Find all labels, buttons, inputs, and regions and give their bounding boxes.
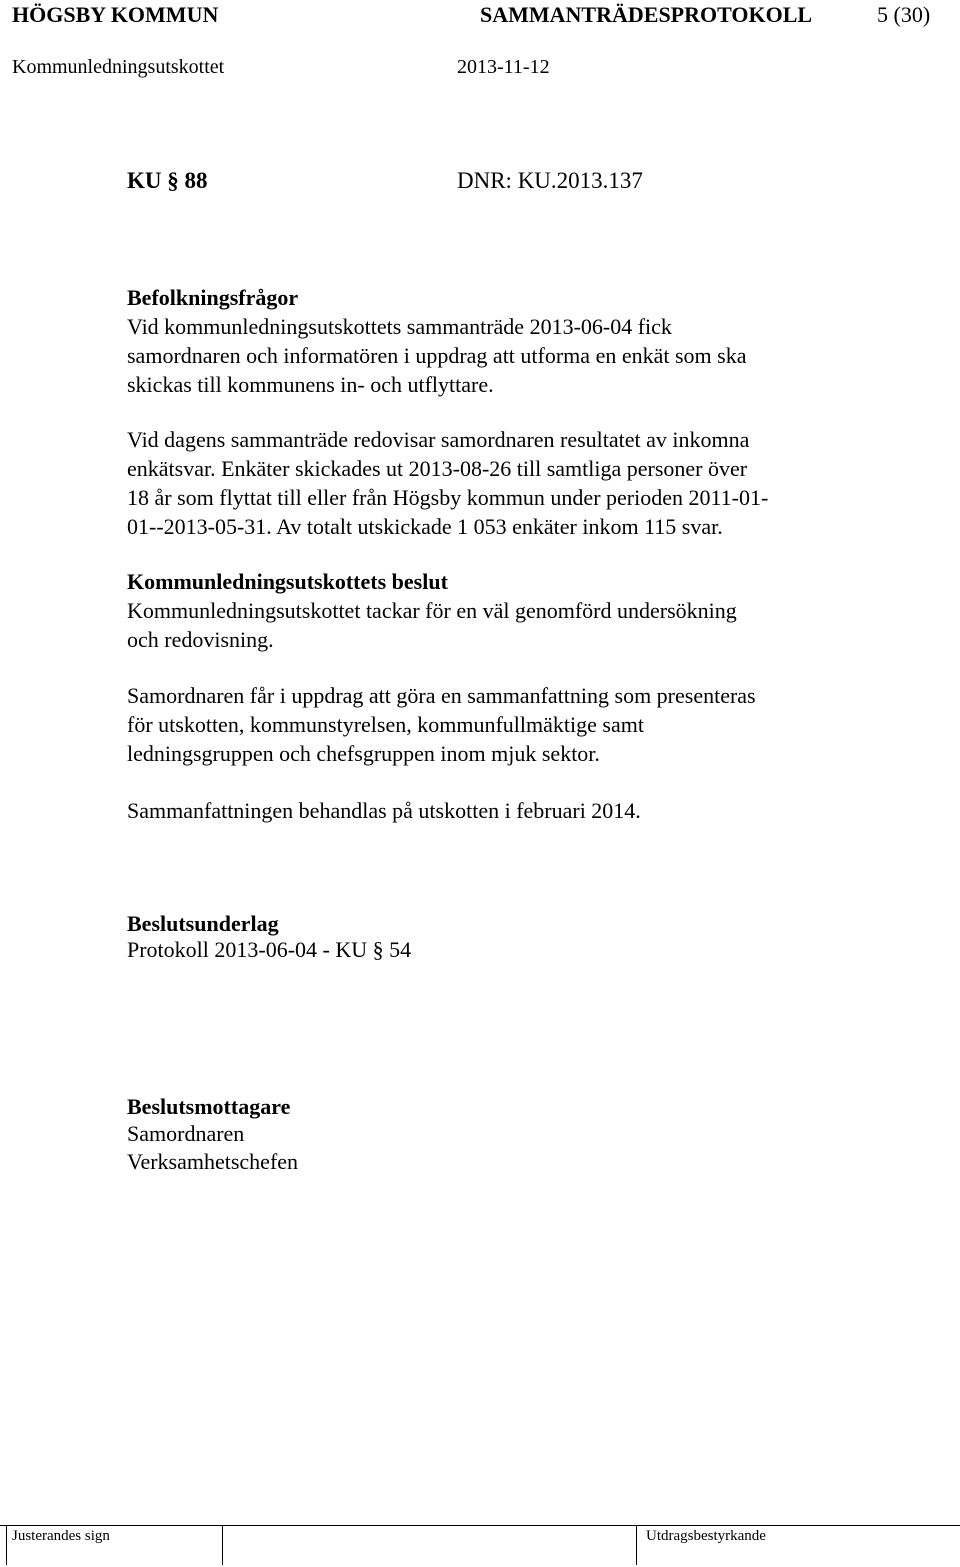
decision-heading: Kommunledningsutskottets beslut [127,569,448,594]
municipality-name: HÖGSBY KOMMUN [12,2,219,27]
footer-left-border [6,1525,7,1565]
section2-line-3: 18 år som flyttat till eller från Högsby kommun under perioden 2011-01- [127,485,769,510]
footer-right-box-divider [636,1525,637,1565]
assignment-line-2: för utskotten, kommunstyrelsen, kommunfullmäktige samt [127,712,644,737]
recipients-heading: Beslutsmottagare [127,1094,291,1119]
footer-sign-label: Justerandes sign [12,1528,110,1544]
basis-heading: Beslutsunderlag [127,911,279,936]
meeting-date: 2013-11-12 [457,56,550,78]
document-type: SAMMANTRÄDESPROTOKOLL [480,2,813,27]
assignment-line-1: Samordnaren får i uppdrag att göra en sammanfattning som presenteras [127,683,756,708]
recipient-item: Verksamhetschefen [127,1149,299,1174]
basis-item: Protokoll 2013-06-04 - KU § 54 [127,937,412,962]
section-heading-befolkning: Befolkningsfrågor [127,285,299,310]
section2-line-2: enkätsvar. Enkäter skickades ut 2013-08-26 till samtliga personer över [127,456,748,481]
case-dnr: DNR: KU.2013.137 [457,168,643,193]
assignment-line-3: ledningsgruppen och chefsgruppen inom mjuk sektor. [127,741,600,766]
summary-line: Sammanfattningen behandlas på utskotten i februari 2014. [127,798,641,823]
page-number: 5 (30) [877,2,931,27]
footer-sign-box-divider [222,1525,223,1565]
case-id: KU § 88 [127,168,208,193]
section1-line-2: samordnaren och informatören i uppdrag att utforma en enkät som ska [127,343,747,368]
footer-certified-label: Utdragsbestyrkande [646,1528,766,1544]
section1-line-3: skickas till kommunens in- och utflyttare. [127,372,494,397]
section1-line-1: Vid kommunledningsutskottets sammanträde 2013-06-04 fick [127,314,672,339]
committee-name: Kommunledningsutskottet [12,56,225,78]
decision-line-1: Kommunledningsutskottet tackar för en väl genomförd undersökning [127,598,737,623]
section2-line-4: 01--2013-05-31. Av totalt utskickade 1 053 enkäter inkom 115 svar. [127,514,723,539]
decision-line-2: och redovisning. [127,627,274,652]
section2-line-1: Vid dagens sammanträde redovisar samordnaren resultatet av inkomna [127,427,750,452]
footer-divider [0,1525,960,1526]
recipient-item: Samordnaren [127,1121,245,1146]
